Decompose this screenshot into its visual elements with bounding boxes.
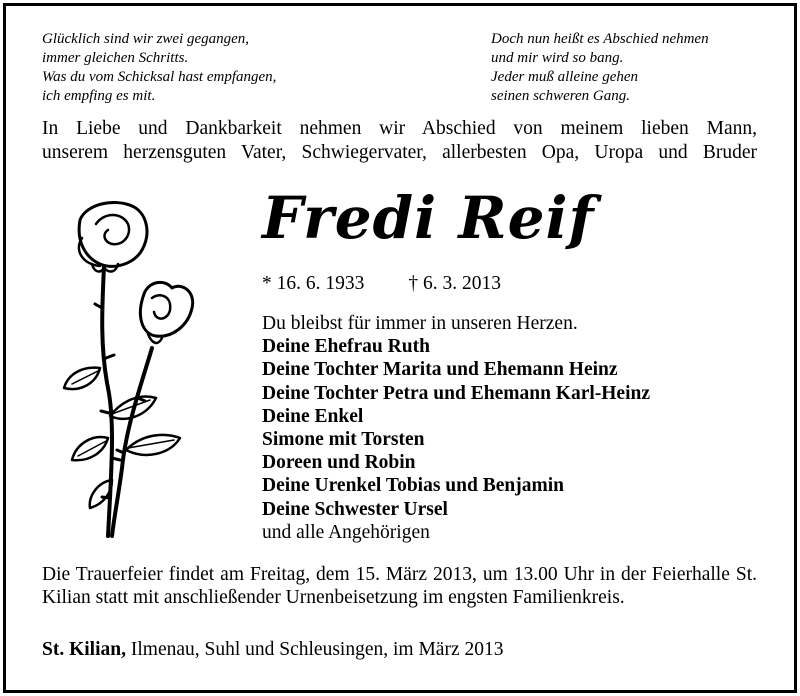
mourner-name: Deine Schwester Ursel	[262, 498, 448, 520]
poem-line: und mir wird so bang.	[491, 50, 624, 66]
intro-line: In Liebe und Dankbarkeit nehmen wir Abschied von meinem lieben Mann,	[42, 118, 757, 139]
footer-locations	[42, 638, 503, 662]
mourner-name: Deine Ehefrau Ruth	[262, 336, 430, 358]
mourner-name: Deine Tochter Petra und Ehemann Karl-Heinz	[262, 382, 651, 404]
poem-line: Glücklich sind wir zwei gegangen,	[42, 31, 250, 47]
life-dates	[262, 272, 501, 296]
footer-place: St. Kilian,	[42, 639, 126, 660]
mourner-name: Deine Tochter Marita und Ehemann Heinz	[262, 359, 618, 381]
poem-line: ich empfing es mit.	[42, 88, 156, 104]
mourner-name: Deine Enkel	[262, 405, 364, 427]
footer-rest: Ilmenau, Suhl und Schleusingen, im März 2013	[125, 639, 504, 660]
mourners-list	[262, 312, 650, 544]
deceased-name: Fredi Reif	[262, 184, 595, 252]
poem-line: Jeder muß alleine gehen	[491, 69, 639, 85]
poem-left	[42, 30, 276, 106]
closing-line: und alle Angehörigen	[262, 521, 430, 543]
service-notice: Die Trauerfeier findet am Freitag, dem 15. März 2013, um 13.00 Uhr in der Feierhalle St. Kilian statt mit anschließender Urnenbeisetzung im engsten Familienkreis.	[42, 564, 757, 608]
mourner-name: Doreen und Robin	[262, 452, 416, 474]
poem-line: Was du vom Schicksal hast empfangen,	[42, 69, 277, 85]
intro-text	[42, 117, 757, 165]
death-date: † 6. 3. 2013	[408, 273, 501, 294]
intro-line: unserem herzensguten Vater, Schwiegervater, allerbesten Opa, Uropa und Bruder	[42, 142, 757, 163]
mourner-name: Simone mit Torsten	[262, 429, 425, 451]
poem-line: seinen schweren Gang.	[491, 88, 630, 104]
farewell-line: Du bleibst für immer in unseren Herzen.	[262, 313, 578, 334]
poem-line: Doch nun heißt es Abschied nehmen	[491, 31, 709, 47]
mourner-name: Deine Urenkel Tobias und Benjamin	[262, 475, 564, 497]
rose-illustration	[52, 198, 212, 543]
poem-line: immer gleichen Schritts.	[42, 50, 189, 66]
birth-date: * 16. 6. 1933	[262, 273, 365, 294]
poem-right	[491, 30, 709, 106]
